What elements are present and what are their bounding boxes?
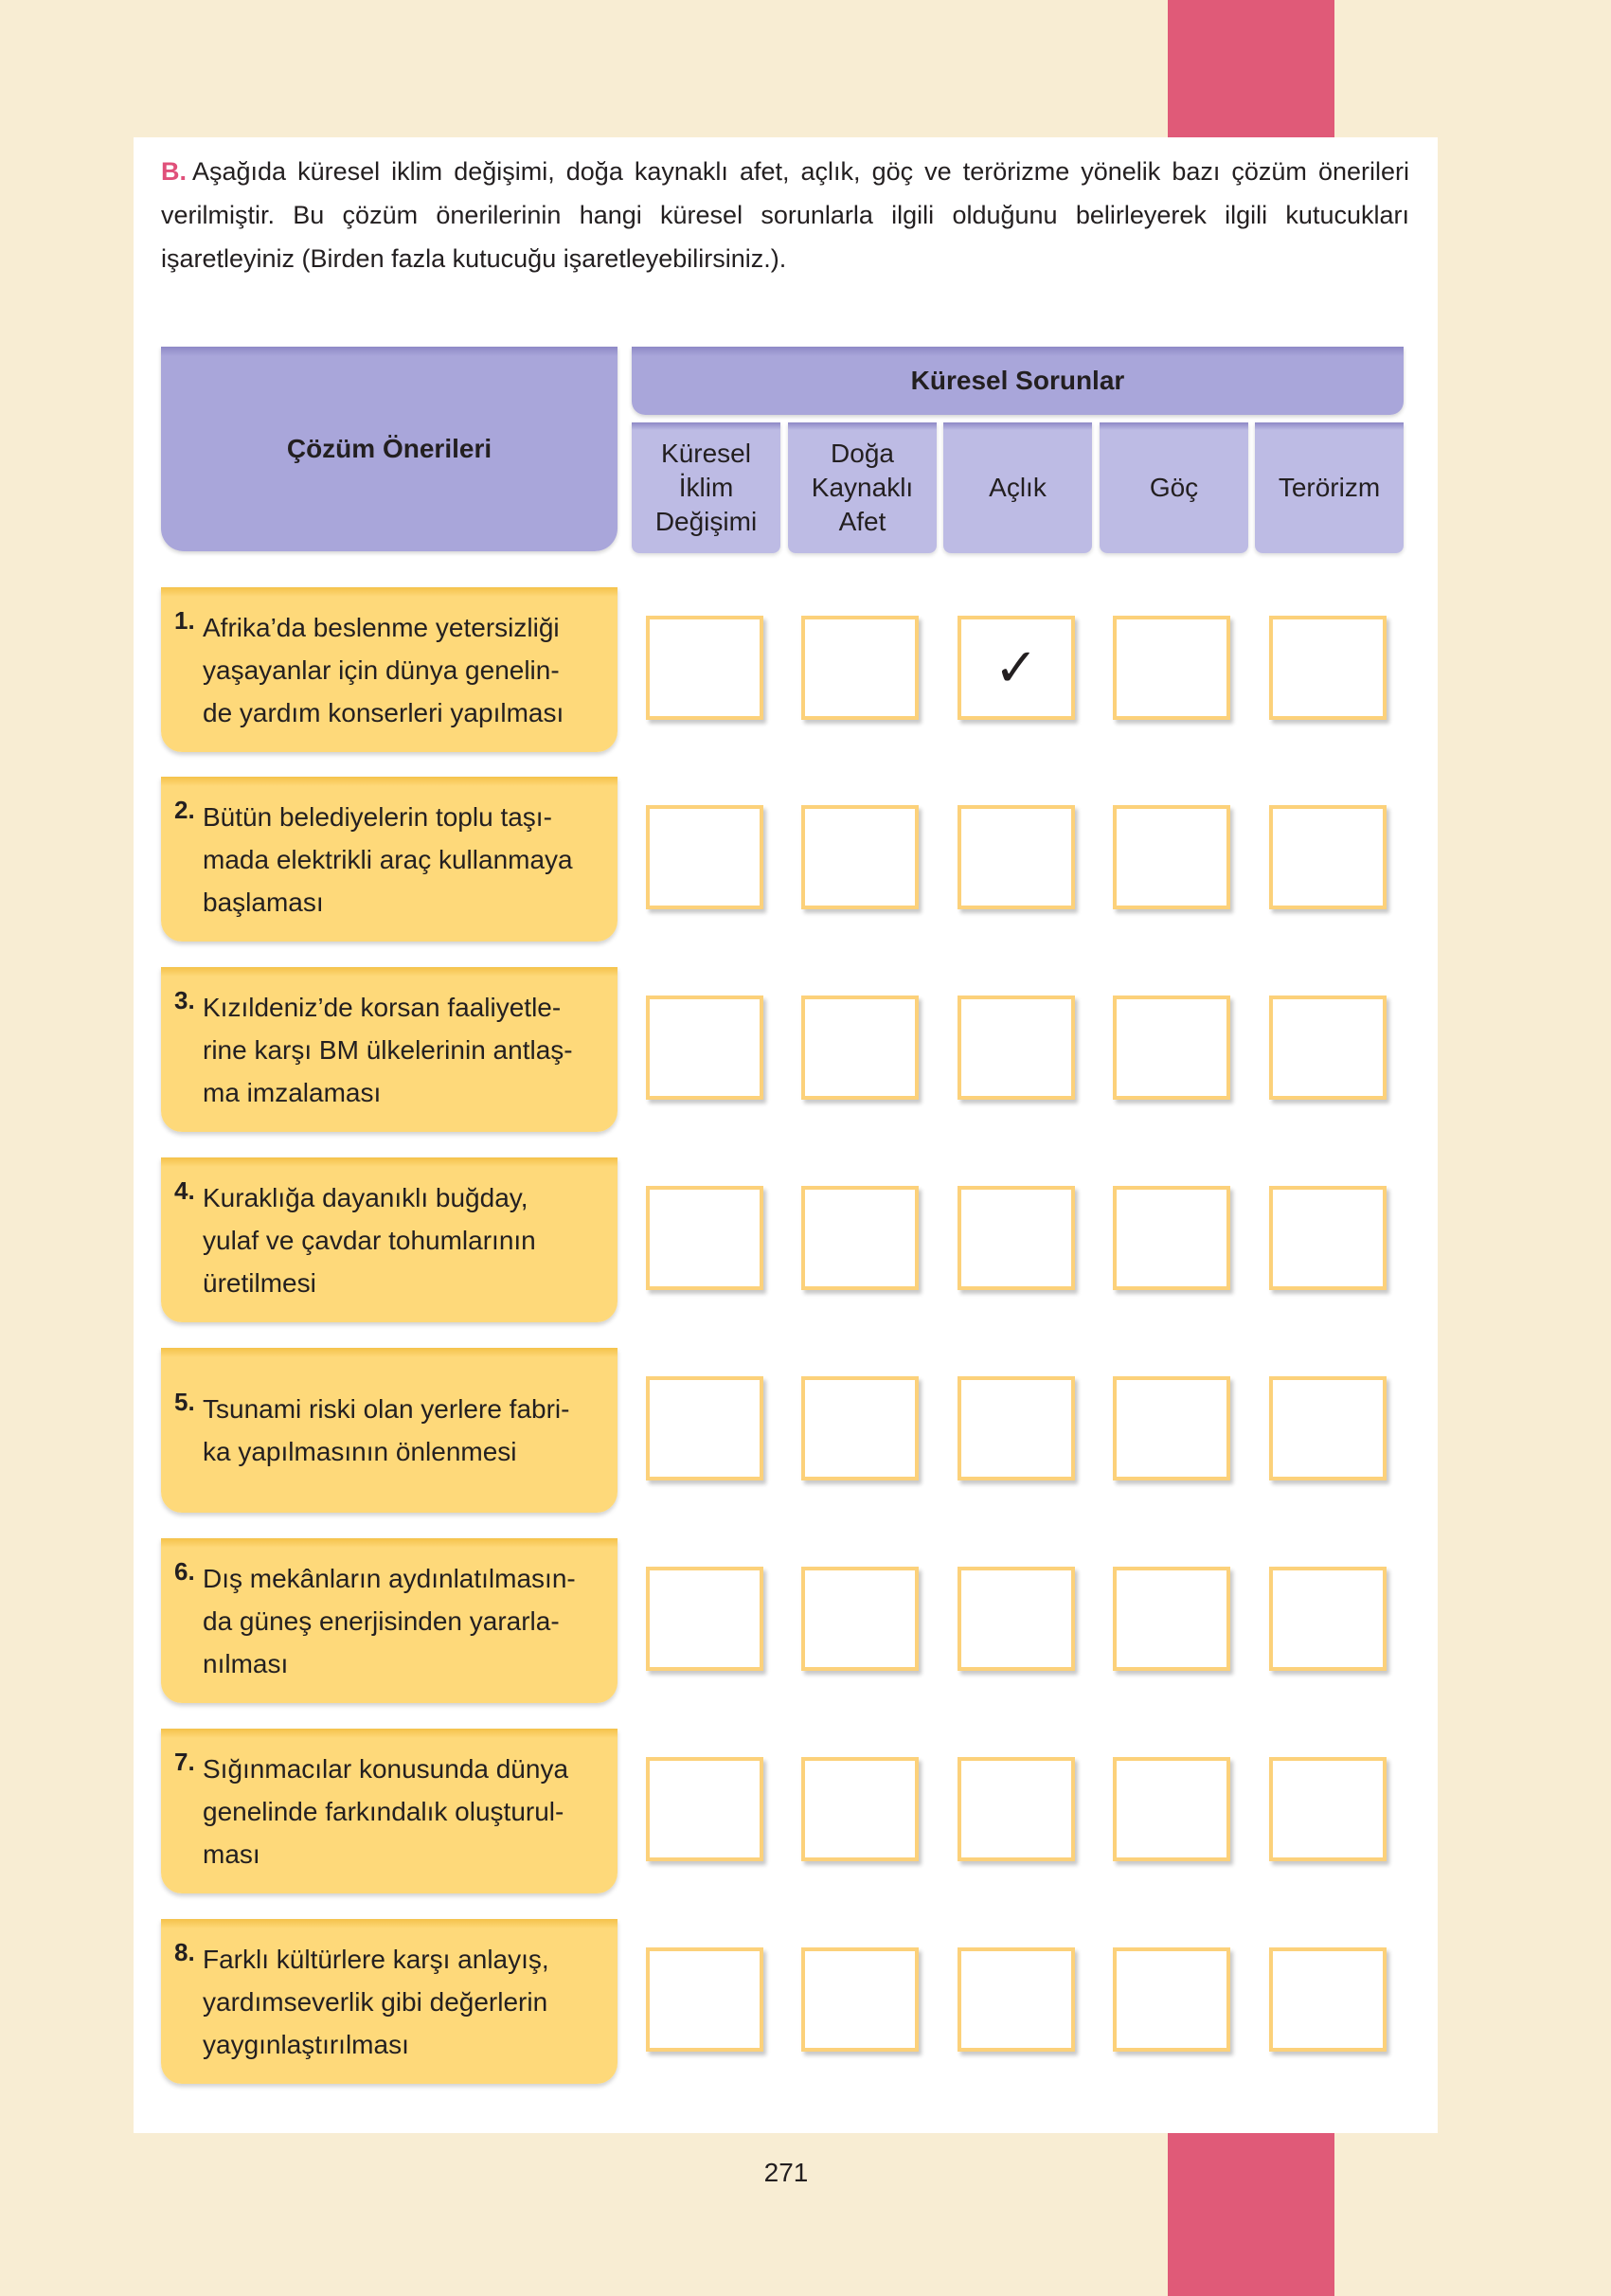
checkbox-row2-climate-change[interactable] [646, 805, 763, 909]
column-header-line: İklim [678, 473, 734, 502]
checkbox-row5-migration[interactable] [1113, 1376, 1230, 1480]
solution-number: 3. [174, 985, 195, 1014]
checkbox-row3-natural-disaster[interactable] [801, 996, 919, 1100]
checkbox-row8-climate-change[interactable] [646, 1947, 763, 2052]
column-header-line: Afet [838, 507, 886, 536]
solution-text [203, 1388, 569, 1473]
column-header-line: Açlık [989, 473, 1047, 502]
solution-number: 2. [174, 795, 195, 824]
checkbox-row2-migration[interactable] [1113, 805, 1230, 909]
solution-text-line: Farklı kültürlere karşı anlayış, [203, 1944, 549, 1974]
checkbox-row2-hunger[interactable] [958, 805, 1075, 909]
checkbox-row7-terrorism[interactable] [1269, 1757, 1387, 1861]
solution-number: 8. [174, 1937, 195, 1966]
solution-text-line: mada elektrikli araç kullanmaya [203, 844, 573, 874]
solution-text-line: yaşayanlar için dünya genelin- [203, 655, 560, 685]
checkbox-row8-hunger[interactable] [958, 1947, 1075, 2052]
checkbox-row4-climate-change[interactable] [646, 1186, 763, 1290]
solution-row-4 [161, 1157, 618, 1322]
column-header-line: Terörizm [1278, 473, 1381, 502]
column-header-terrorism [1255, 422, 1404, 553]
checkbox-row1-migration[interactable] [1113, 616, 1230, 720]
solution-text [203, 986, 573, 1114]
checkbox-row6-migration[interactable] [1113, 1567, 1230, 1671]
solution-row-5 [161, 1348, 618, 1513]
page-tab-bottom [1168, 2133, 1334, 2296]
column-header-line: Doğa [831, 439, 894, 468]
checkbox-row4-natural-disaster[interactable] [801, 1186, 919, 1290]
solution-row-2 [161, 777, 618, 942]
instructions-text: Aşağıda küresel iklim değişimi, doğa kaynaklı afet, açlık, göç ve terörizme yönelik bazı çözüm önerileri verilmiştir. Bu çözüm önerilerinin hangi küresel sorunlarla ilgili olduğunu belirleyerek ilgili kutucukları işaretleyiniz (Birden fazla kutucuğu işaretleyebilirsiniz.). [161, 157, 1409, 273]
checkbox-row3-terrorism[interactable] [1269, 996, 1387, 1100]
checkmark-icon: ✓ [993, 637, 1039, 697]
solution-text-line: Kızıldeniz’de korsan faaliyetle- [203, 992, 562, 1022]
solution-text-line: ka yapılmasının önlenmesi [203, 1437, 517, 1466]
column-header-migration [1100, 422, 1248, 553]
column-header-natural-disaster [788, 422, 937, 553]
column-header-line: Değişimi [654, 507, 758, 536]
solution-row-3 [161, 967, 618, 1132]
solution-text-line: Afrika’da beslenme yetersizliği [203, 612, 560, 642]
solution-row-8 [161, 1919, 618, 2084]
checkbox-row3-hunger[interactable] [958, 996, 1075, 1100]
solution-text-line: da güneş enerjisinden yararla- [203, 1605, 560, 1636]
solutions-header: Çözüm Önerileri [161, 347, 618, 551]
solution-text-line: yulaf ve çavdar tohumlarının [203, 1225, 536, 1255]
checkbox-row7-natural-disaster[interactable] [801, 1757, 919, 1861]
column-header-line: Küresel [661, 439, 751, 468]
solution-row-7 [161, 1729, 618, 1893]
checkbox-row5-climate-change[interactable] [646, 1376, 763, 1480]
checkbox-row4-hunger[interactable] [958, 1186, 1075, 1290]
checkbox-row1-hunger[interactable] [958, 616, 1075, 720]
checkbox-row3-migration[interactable] [1113, 996, 1230, 1100]
checkbox-row5-terrorism[interactable] [1269, 1376, 1387, 1480]
global-issues-header: Küresel Sorunlar [632, 347, 1404, 415]
solution-text [203, 606, 564, 734]
solution-text [203, 1557, 576, 1685]
checkbox-row6-hunger[interactable] [958, 1567, 1075, 1671]
solution-text [203, 1176, 536, 1304]
checkbox-row6-climate-change[interactable] [646, 1567, 763, 1671]
checkbox-row1-terrorism[interactable] [1269, 616, 1387, 720]
column-header-line: Göç [1149, 473, 1199, 502]
checkbox-row8-terrorism[interactable] [1269, 1947, 1387, 2052]
solution-number: 1. [174, 605, 195, 635]
column-header-line: Kaynaklı [811, 473, 914, 502]
solution-text-line: Kuraklığa dayanıklı buğday, [203, 1182, 528, 1212]
checkbox-row1-natural-disaster[interactable] [801, 616, 919, 720]
checkbox-row7-hunger[interactable] [958, 1757, 1075, 1861]
checkbox-row6-terrorism[interactable] [1269, 1567, 1387, 1671]
checkbox-row8-migration[interactable] [1113, 1947, 1230, 2052]
checkbox-row7-migration[interactable] [1113, 1757, 1230, 1861]
solution-text [203, 1748, 568, 1875]
section-letter: B. [161, 157, 187, 186]
checkbox-row2-natural-disaster[interactable] [801, 805, 919, 909]
checkbox-row8-natural-disaster[interactable] [801, 1947, 919, 2052]
checkbox-row1-climate-change[interactable] [646, 616, 763, 720]
checkbox-row4-migration[interactable] [1113, 1186, 1230, 1290]
solution-text-line: ma imzalaması [203, 1077, 382, 1107]
solution-text-line: Sığınmacılar konusunda dünya [203, 1753, 569, 1784]
solution-text-line: rine karşı BM ülkelerinin antlaş- [203, 1034, 573, 1065]
solution-text-line: Tsunami riski olan yerlere fabri- [203, 1394, 570, 1424]
solution-text [203, 796, 573, 924]
solution-number: 4. [174, 1175, 195, 1205]
solution-text-line: başlaması [203, 887, 324, 917]
solution-number: 5. [174, 1388, 195, 1416]
instructions [161, 150, 1409, 280]
solution-number: 7. [174, 1747, 195, 1776]
checkbox-row4-terrorism[interactable] [1269, 1186, 1387, 1290]
solution-text-line: nılması [203, 1648, 289, 1678]
checkbox-row2-terrorism[interactable] [1269, 805, 1387, 909]
solution-text-line: Bütün belediyelerin toplu taşı- [203, 801, 552, 832]
solution-text-line: Dış mekânların aydınlatılmasın- [203, 1563, 576, 1593]
checkbox-row6-natural-disaster[interactable] [801, 1567, 919, 1671]
column-header-climate-change [632, 422, 780, 553]
page-tab-top [1168, 0, 1334, 137]
solution-row-6 [161, 1538, 618, 1703]
column-header-hunger [943, 422, 1092, 553]
checkbox-row5-natural-disaster[interactable] [801, 1376, 919, 1480]
checkbox-row7-climate-change[interactable] [646, 1757, 763, 1861]
solution-text-line: de yardım konserleri yapılması [203, 697, 564, 727]
checkbox-row3-climate-change[interactable] [646, 996, 763, 1100]
solution-text [203, 1938, 549, 2066]
solution-text-line: yardımseverlik gibi değerlerin [203, 1986, 548, 2017]
solution-row-1 [161, 587, 618, 752]
solution-text-line: yaygınlaştırılması [203, 2029, 409, 2059]
page-number: 271 [763, 2158, 809, 2187]
solution-number: 6. [174, 1556, 195, 1586]
solution-text-line: üretilmesi [203, 1267, 316, 1298]
solution-text-line: ması [203, 1839, 260, 1869]
checkbox-row5-hunger[interactable] [958, 1376, 1075, 1480]
solution-text-line: genelinde farkındalık oluşturul- [203, 1796, 564, 1826]
